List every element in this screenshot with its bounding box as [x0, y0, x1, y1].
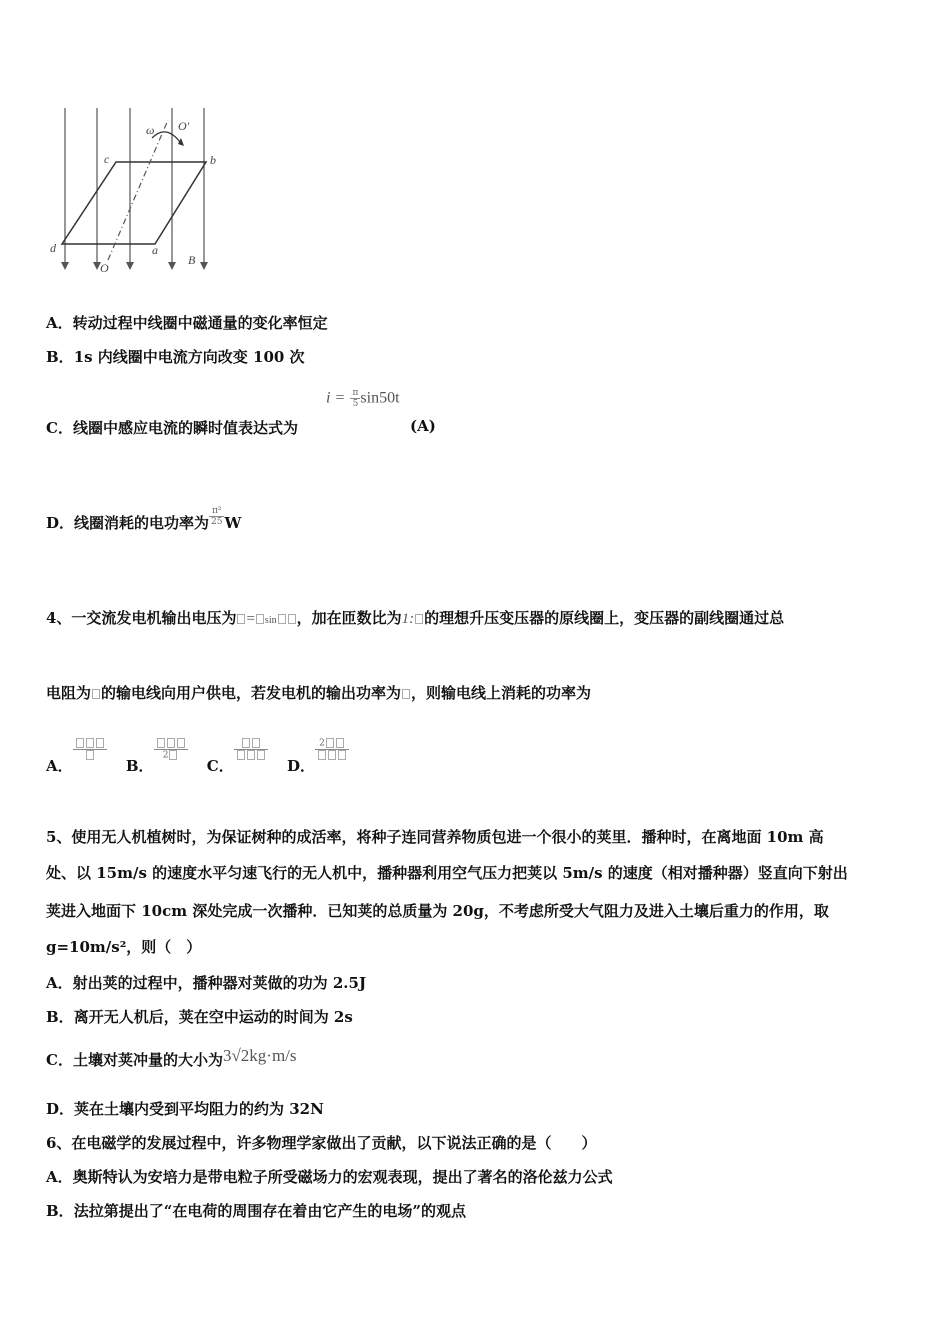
q3-option-c-unit: (A): [410, 417, 436, 435]
rotation-axis: [108, 120, 168, 260]
label-b: b: [210, 153, 216, 167]
q3-option-c: C．线圈中感应电流的瞬时值表达式为: [46, 419, 298, 437]
q4-option-d: D． 2: [287, 757, 349, 775]
q4-option-c: C．: [207, 757, 273, 775]
label-B: B: [188, 253, 196, 267]
q6-option-a: A．奥斯特认为安培力是带电粒子所受磁场力的宏观表现，提出了著名的洛伦兹力公式: [46, 1168, 613, 1186]
q5-option-b: B．离开无人机后，荚在空中运动的时间为 2s: [46, 1008, 353, 1026]
q5-stem-line2: 处、以 15m/s 的速度水平匀速飞行的无人机中，播种器利用空气压力把荚以 5m/s 的速度（相对播种器）竖直向下射出: [46, 864, 848, 882]
q3-option-c-formula: i = $\frac{\pi}{5}$ sin50t: [326, 388, 400, 409]
q4-stem-line2: 电阻为 的输电线向用户供电，若发电机的输出功率为 ，则输电线上消耗的功率为: [46, 684, 592, 702]
coil-in-magnetic-field-figure: [48, 100, 228, 280]
q3-option-d: D．线圈消耗的电功率为 $\frac{\text{π²}}{25}$ W: [46, 506, 242, 532]
q5-stem-line4: g=10m/s²，则（ ）: [46, 938, 202, 956]
q3-option-a: A．转动过程中线圈中磁通量的变化率恒定: [46, 314, 328, 332]
q6-option-b: B．法拉第提出了“在电荷的周围存在着由它产生的电场”的观点: [46, 1202, 466, 1220]
q5-stem-line1: 5、使用无人机植树时，为保证树种的成活率，将种子连同营养物质包进一个很小的荚里．播种时，在离地面 10m 高: [46, 828, 824, 846]
coil-frame: [62, 162, 206, 244]
q4-stem-line1: 4、一交流发电机输出电压为 = sin ，加在匝数比为1: 的理想升压变压器的原线圈上，变压器的副线圈通过总: [46, 609, 785, 627]
label-O-prime: O': [178, 119, 190, 133]
label-O: O: [100, 261, 109, 275]
q5-option-c: C．土壤对荚冲量的大小为3√2kg·m/s: [46, 1046, 297, 1069]
label-a: a: [152, 243, 158, 257]
q5-option-d: D．荚在土壤内受到平均阻力的约为 32N: [46, 1100, 324, 1118]
q4-option-b: B． 2: [126, 757, 193, 775]
label-c: c: [104, 152, 110, 166]
label-d: d: [50, 241, 56, 255]
q6-stem: 6、在电磁学的发展过程中，许多物理学家做出了贡献，以下说法正确的是（ ）: [46, 1134, 597, 1152]
label-omega: ω: [146, 123, 155, 137]
q3-option-b: B．1s 内线圈中电流方向改变 100 次: [46, 348, 305, 366]
rotation-arrow-icon: [152, 132, 180, 142]
q5-option-a: A．射出荚的过程中，播种器对荚做的功为 2.5J: [46, 974, 367, 992]
q5-stem-line3: 荚进入地面下 10cm 深处完成一次播种．已知荚的总质量为 20g，不考虑所受大气阻力及进入土壤后重力的作用，取: [46, 902, 829, 920]
q4-option-a: A．: [46, 757, 112, 775]
q4-options: [46, 738, 349, 776]
